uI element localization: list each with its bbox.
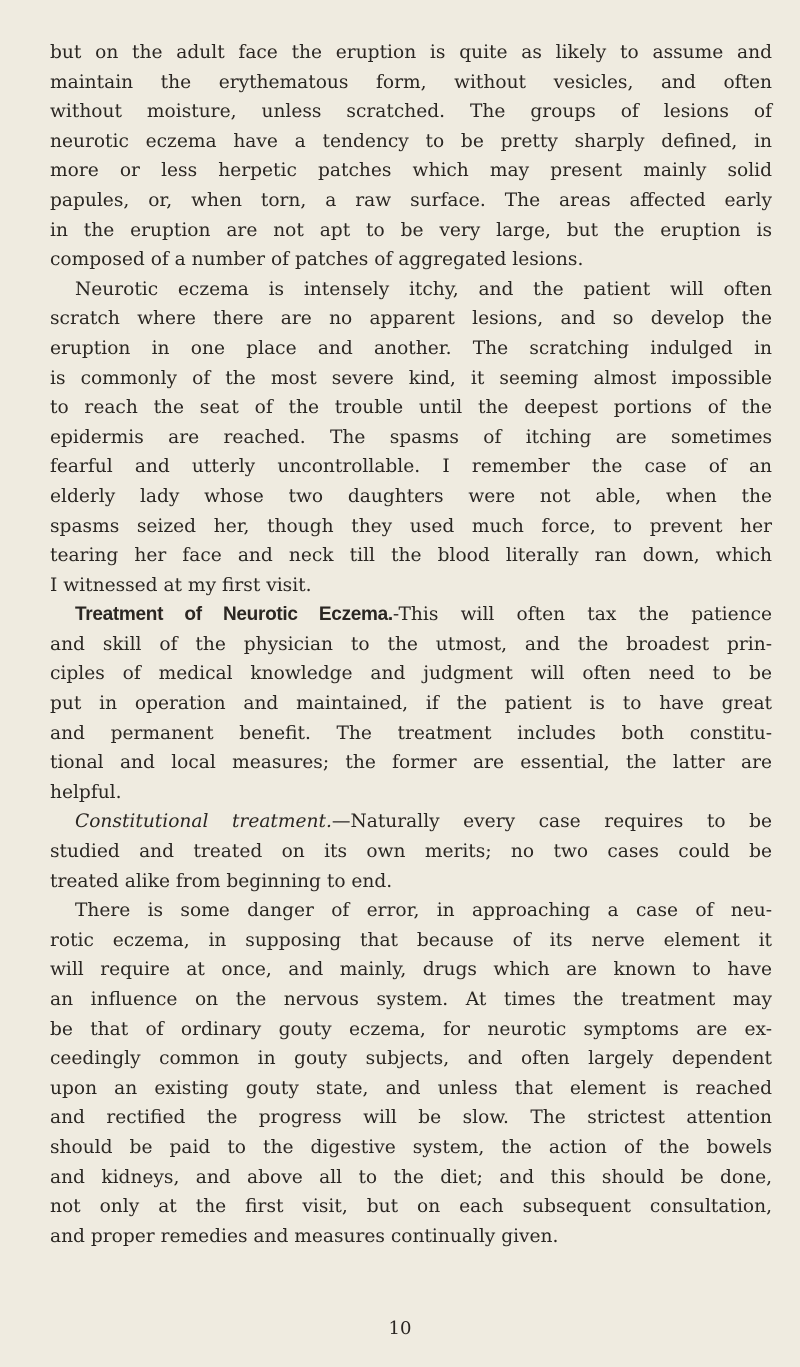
text-line: ceedingly common in gouty subjects, and often largely dependent <box>50 1048 772 1070</box>
text-line: an influence on the nervous system. At times the treatment may <box>50 989 772 1010</box>
text-line: composed of a number of patches of aggregated lesions. <box>50 249 584 271</box>
subsection-heading: Constitutional treatment. <box>75 811 332 833</box>
text-line: papules, or, when torn, a raw surface. The areas affected early <box>50 189 772 211</box>
text-line: There is some danger of error, in approaching a case of neu- <box>75 900 772 922</box>
text-line: helpful. <box>50 781 122 803</box>
text-line: more or less herpetic patches which may present mainly solid <box>50 160 772 182</box>
text-line: will require at once, and mainly, drugs which are known to have <box>50 959 772 981</box>
text-line: and skill of the physician to the utmost, and the broadest prin- <box>50 633 772 655</box>
text-line: and rectified the progress will be slow. The strictest attention <box>50 1107 772 1129</box>
text-line: without moisture, unless scratched. The groups of lesions of <box>50 101 772 123</box>
text-line: upon an existing gouty state, and unless that element is reached <box>50 1077 772 1099</box>
page-number: 10 <box>388 1318 412 1339</box>
text-line: and kidneys, and above all to the diet; and this should be done, <box>50 1166 772 1188</box>
text-line: scratch where there are no apparent lesions, and so develop the <box>50 308 772 330</box>
text-line: in the eruption are not apt to be very large, but the eruption is <box>50 219 772 241</box>
text-line: tearing her face and neck till the blood literally ran down, which <box>50 545 772 567</box>
text-line: elderly lady whose two daughters were not able, when the <box>50 485 772 507</box>
text-line <box>50 807 772 837</box>
text-line: maintain the erythematous form, without vesicles, and often <box>50 71 772 93</box>
text-line: should be paid to the digestive system, the action of the bowels <box>50 1136 772 1158</box>
text-line: and proper remedies and measures continually given. <box>50 1225 559 1247</box>
text-line: is commonly of the most severe kind, it seeming almost impossible <box>50 367 772 389</box>
text-line: be that of ordinary gouty eczema, for neurotic symptoms are ex- <box>50 1018 772 1040</box>
text-line: not only at the first visit, but on each subsequent consultation, <box>50 1196 772 1218</box>
text-run: —Naturally every case requires to be <box>331 811 772 833</box>
text-line: fearful and utterly uncontrollable. I remember the case of an <box>50 456 772 478</box>
text-line: tional and local measures; the former are essential, the latter are <box>50 752 772 774</box>
text-line: neurotic eczema have a tendency to be pretty sharply defined, in <box>50 130 772 152</box>
text-line: rotic eczema, in supposing that because of its nerve element it <box>50 929 772 951</box>
body-text <box>50 38 772 1251</box>
text-line: studied and treated on its own merits; no two cases could be <box>50 841 772 863</box>
section-heading: Treatment of Neurotic Eczema. <box>75 604 393 626</box>
text-line: ciples of medical knowledge and judgment will often need to be <box>50 663 772 685</box>
text-line <box>50 600 772 630</box>
text-line: eruption in one place and another. The scratching indulged in <box>50 337 772 359</box>
text-run: -This will often tax the patience <box>392 604 772 626</box>
text-line: spasms seized her, though they used much force, to prevent her <box>50 515 772 537</box>
text-line: and permanent benefit. The treatment includes both constitu- <box>50 722 772 744</box>
text-line: I witnessed at my first visit. <box>50 574 312 596</box>
text-line: epidermis are reached. The spasms of itching are sometimes <box>50 426 772 448</box>
text-line: treated alike from beginning to end. <box>50 870 393 892</box>
text-line: but on the adult face the eruption is quite as likely to assume and <box>50 42 772 63</box>
text-line: to reach the seat of the trouble until the deepest portions of the <box>50 397 772 419</box>
text-line: Neurotic eczema is intensely itchy, and the patient will often <box>75 278 772 300</box>
text-line: put in operation and maintained, if the patient is to have great <box>50 693 772 715</box>
